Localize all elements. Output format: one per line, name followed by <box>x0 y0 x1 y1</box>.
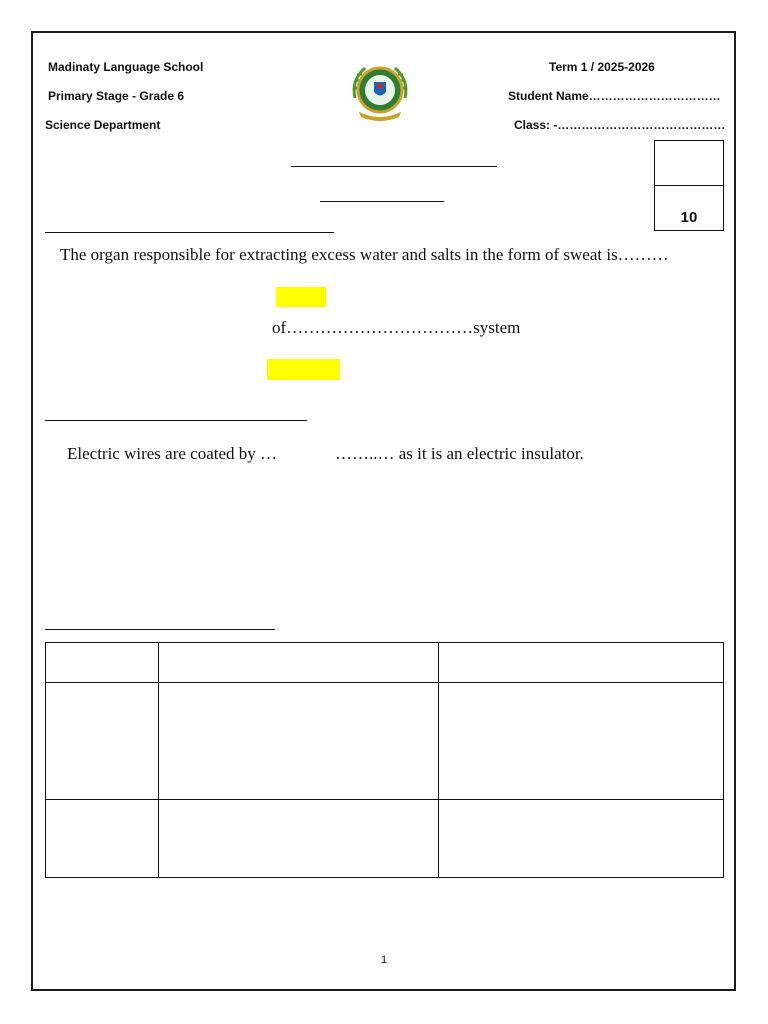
title-underline <box>291 166 497 167</box>
table-cell <box>159 800 439 878</box>
subtitle-underline <box>320 201 444 202</box>
table-cell <box>46 643 159 683</box>
score-box <box>654 140 724 231</box>
section-heading-line <box>45 629 275 630</box>
question-1-line2: of……………………………system <box>272 318 521 337</box>
table-row <box>46 800 724 878</box>
page-number: 1 <box>380 954 388 966</box>
highlight-blank <box>276 287 326 307</box>
question-2-text: Electric wires are coated by … <box>67 444 278 463</box>
score-divider <box>655 185 723 186</box>
question-2-text-end: ……..… as it is an electric insulator. <box>335 444 584 463</box>
school-name: Madinaty Language School <box>48 60 204 74</box>
question-1-text: The organ responsible for extracting excess water and salts in the form of sweat is……… <box>60 245 669 264</box>
student-name-field: Student Name…………………………… <box>508 89 721 103</box>
department: Science Department <box>45 118 161 132</box>
score-total: 10 <box>680 209 698 226</box>
table-row <box>46 683 724 800</box>
table-cell <box>439 643 724 683</box>
table-row <box>46 643 724 683</box>
table-cell <box>159 683 439 800</box>
term: Term 1 / 2025-2026 <box>549 60 655 74</box>
table-cell <box>46 683 159 800</box>
answer-table <box>45 642 724 878</box>
class-field: Class: -…………………………………… <box>514 118 726 132</box>
table-cell <box>439 683 724 800</box>
section-heading-line <box>45 232 334 233</box>
table-cell <box>46 800 159 878</box>
highlight-blank <box>267 359 340 380</box>
section-heading-line <box>45 420 307 421</box>
table-cell <box>159 643 439 683</box>
table-cell <box>439 800 724 878</box>
school-crest-icon <box>345 60 415 126</box>
stage-grade: Primary Stage - Grade 6 <box>48 89 185 103</box>
